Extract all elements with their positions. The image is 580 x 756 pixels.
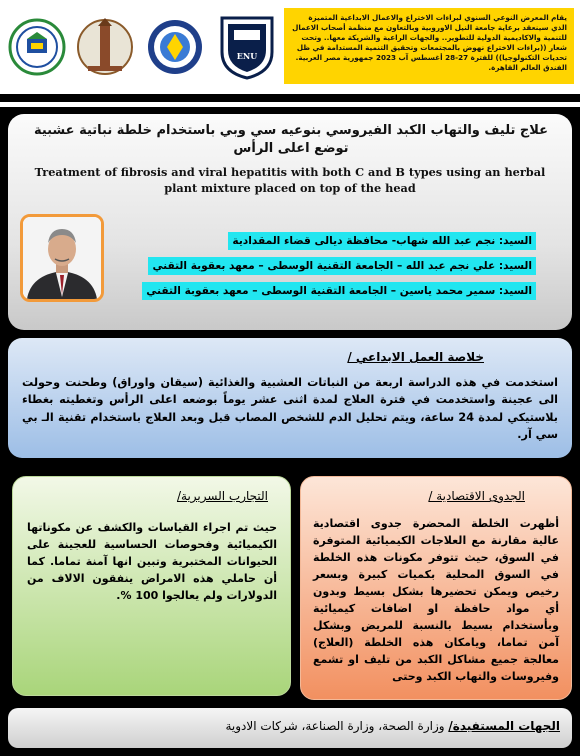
summary-heading: خلاصة العمل الابداعي / bbox=[347, 350, 484, 364]
event-banner: يقام المعرض النوعي السنوي لبراءات الاختراع والاعمال الابداعية المتميزة الذي سينعقد برعاية جامعة النيل الاوروبية وبالتعاون مع منظمة أصحاب الاعمال للتنمية والاكاديمية الدولية للتطوير.. والجهات الراعية والشريكة معها.. وتحت شعار ((براءات الاختراع نهوض بالمجتمعات وتحقيق التنمية المستدامة في ظل تحديات التكنولوجيا)) للفترة 27-28 أغسطس آب 2023 جمهورية مصر العربية. الفندق العالم القاهرة. bbox=[284, 8, 574, 84]
header-bar bbox=[0, 0, 580, 94]
portrait-image bbox=[23, 217, 101, 299]
beneficiaries-line bbox=[225, 719, 560, 733]
clinical-body: حيث تم اجراء القياسات والكشف عن مكوناتها الكيميائية وفحوصات الحساسية للعجينة على الحيوانات المختبرية وتبين انها آمنة تماما. كما أن حاملي هذه الامراض ينفقون الالاف من الدولارات ولم يعالجوا 100 %. bbox=[27, 521, 277, 603]
title-english: Treatment of fibrosis and viral hepatitis with both C and B types using an herbal plant mixture placed on top of the head bbox=[34, 165, 546, 196]
enu-shield-logo bbox=[216, 12, 278, 82]
feasibility-body: أظهرت الخلطة المحضرة جدوى اقتصادية عالية مقارنة مع العلاجات الكيميائية المتوفرة في السوق، حيث تتوفر مكونات هذه الخلطة في السوق المحلية بكميات كبيرة وبسعر رخيص ويمكن تحضيرها بشكل بسيط وبدون أي مواد حافظة او اضافات كيميائية وبأستخدام بسيط بالنسبة للمريض وبشكل آمن تماما، ويامكان هذه الخلطة (العلاج) معالجة جميع مشاكل الكبد من تليف او تشمع وفيروسات والتهاب الكبد وحتى bbox=[313, 517, 559, 684]
academy-crest-logo bbox=[146, 12, 204, 82]
author-line-1: السيد: نجم عبد الله شهاب- محافظة ديالى قضاء المقدادية bbox=[228, 232, 536, 250]
feasibility-heading: الجدوى الاقتصادية / bbox=[428, 489, 525, 503]
university-seal-logo bbox=[8, 12, 66, 82]
author-line-3: السيد: سمير محمد ياسين – الجامعة التقنية الوسطى – معهد بعقوبة التقني bbox=[142, 282, 536, 300]
beneficiaries-panel bbox=[8, 708, 572, 748]
clinical-trials-panel bbox=[12, 476, 291, 696]
economic-feasibility-panel bbox=[300, 476, 572, 700]
author-line-2: السيد: علي نجم عبد الله – الجامعة التقنية الوسطى – معهد بعقوبة التقني bbox=[148, 257, 536, 275]
summary-panel bbox=[8, 338, 572, 458]
title-arabic: علاج تليف والتهاب الكبد الفيروسي بنوعيه سي وبي باستخدام خلطة نباتية عشبية توضع اعلى الرأس bbox=[33, 123, 549, 156]
tower-crest-logo bbox=[76, 12, 134, 82]
beneficiaries-list: وزارة الصحة، وزارة الصناعة، شركات الادوية bbox=[225, 719, 449, 733]
clinical-heading: التجارب السريرية/ bbox=[176, 489, 268, 503]
header-divider bbox=[0, 102, 580, 107]
beneficiaries-label: الجهات المستفيدة/ bbox=[448, 719, 560, 733]
enu-logo-text: ENU bbox=[236, 51, 258, 61]
summary-body: استخدمت في هذه الدراسة اربعة من النباتات العشبية والغذائية (سيقان واوراق) وطحنت وحولت الى عجينة واستخدمت في فترة العلاج لمدة اثنى عشر يوماً بوضعه اعلى الرأس وتغطيته بغطاء بلاستيكي لمدة 24 ساعة، ويتم تحليل الدم للشخص المصاب قبل وبعد العلاج باستخدام تقنية الـ بي سي آر. bbox=[22, 376, 558, 442]
title-panel bbox=[8, 114, 572, 330]
author-photo bbox=[20, 214, 104, 302]
